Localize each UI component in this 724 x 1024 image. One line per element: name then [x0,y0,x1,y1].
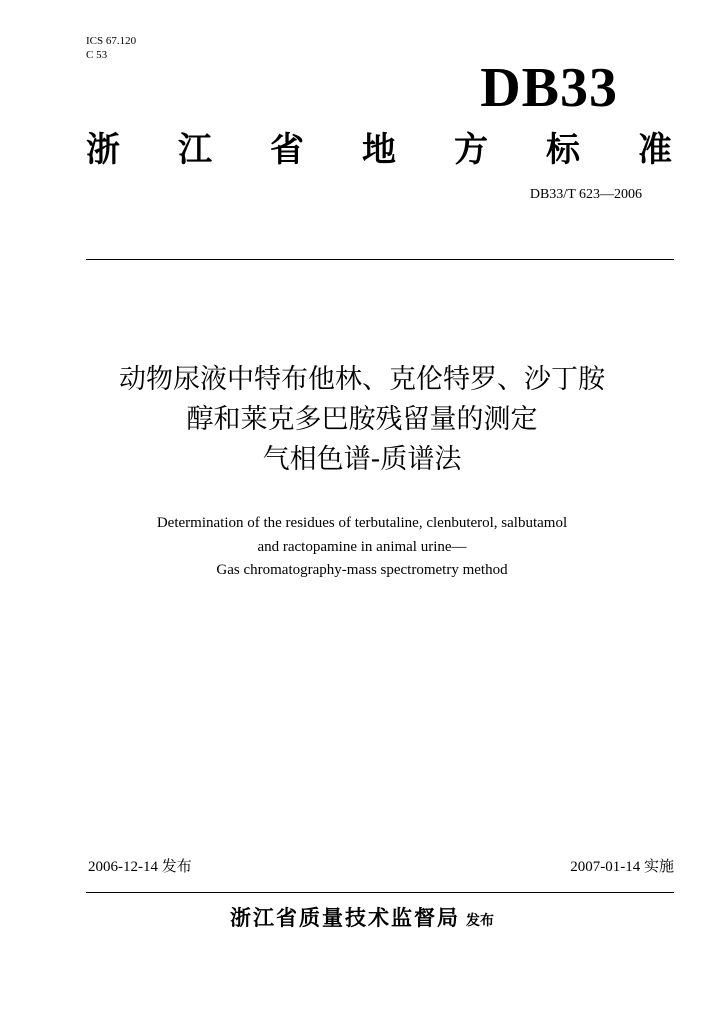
issuer-name: 浙江省质量技术监督局 [230,906,460,930]
english-title-line: Gas chromatography-mass spectrometry method [216,562,508,578]
standard-type-char: 江 [178,130,212,170]
standard-type-char: 方 [454,130,488,170]
standard-type-char: 准 [638,130,672,170]
chinese-title [0,360,724,480]
standard-type [86,128,672,172]
top-divider [86,259,674,260]
english-title-line: Determination of the residues of terbutaline, clenbuterol, salbutamol [156,515,568,531]
standard-type-char: 省 [270,130,304,170]
standard-type-char: 浙 [86,130,120,170]
classification-codes [86,34,136,62]
standard-number: DB33/T 623—2006 [529,187,642,202]
chinese-title-line: 醇和莱克多巴胺残留量的测定 [186,404,538,435]
chinese-title-line: 气相色谱-质谱法 [262,444,462,475]
standard-type-char: 标 [546,130,580,170]
ccs-code: C 53 [86,49,108,61]
english-title [0,512,724,583]
issue-word: 发布 [466,913,494,929]
bottom-divider [86,892,674,893]
issuer [0,902,724,932]
chinese-title-line: 动物尿液中特布他林、克伦特罗、沙丁胺 [119,364,605,395]
english-title-line: and ractopamine in animal urine— [257,538,467,555]
issue-date: 2006-12-14 发布 [88,859,192,875]
implementation-date: 2007-01-14 实施 [570,859,674,875]
db-mark: DB33 [480,57,618,119]
ics-code: ICS 67.120 [86,35,137,47]
standard-type-char: 地 [362,130,396,170]
